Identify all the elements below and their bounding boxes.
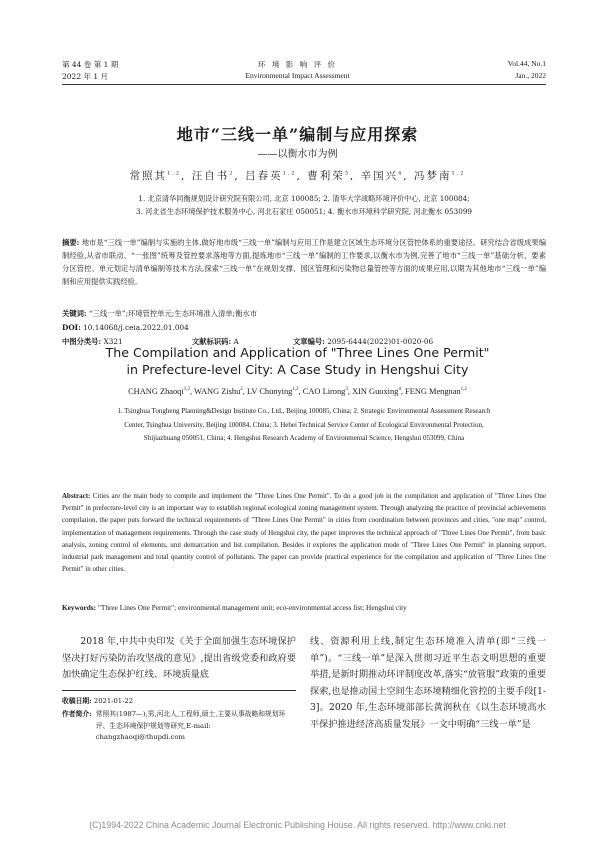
author-affil-mark: 2 — [229, 170, 235, 177]
author-affil-mark: 1,2 — [460, 387, 467, 393]
author-affil-mark: 1,2 — [282, 170, 297, 177]
keywords-en-label: Keywords: — [62, 603, 97, 612]
article-title-en-line: in Prefecture-level City: A Case Study in Hengshui City — [126, 362, 469, 377]
author-affil-mark: 4 — [398, 387, 401, 393]
doi-link[interactable]: 10.14068/j.ceia.2022.01.004 — [83, 323, 189, 332]
author-affil-mark: 1,2 — [292, 387, 299, 393]
header-date-en: Jan., 2022 — [515, 71, 546, 80]
author-cn: 曹利荣 — [307, 170, 345, 182]
author-affil-mark: 2 — [240, 387, 243, 393]
keywords-cn-text: “三线一单”;环境管控单元;生态环境准入清单;衡水市 — [88, 309, 257, 318]
document-code-value: A — [233, 337, 239, 346]
affiliation-cn-line: 3. 河北省生态环境保护技术服务中心, 河北石家庄 050051; 4. 衡水市环境科学研究院, 河北衡水 053099 — [136, 207, 472, 216]
author-affil-mark: 1,2 — [167, 170, 182, 177]
abstract-cn — [62, 236, 546, 288]
doi-label: DOI: — [62, 323, 81, 332]
clc-value: X321 — [103, 337, 123, 346]
article-subtitle-cn: ——以衡水市为例 — [257, 149, 338, 160]
clc-label: 中图分类号: — [62, 337, 102, 346]
author-en: LV Chunying — [246, 387, 293, 396]
affiliation-cn-line: 1. 北京清华同衡规划设计研究院有限公司, 北京 100085; 2. 清华大学战略环境评价中心, 北京 100084; — [138, 194, 470, 203]
abstract-en-label: Abstract: — [62, 492, 91, 500]
document-code-label: 文献标识码: — [192, 337, 232, 346]
author-cn: 冯梦南 — [413, 170, 452, 182]
author-cn: 汪自书 — [191, 170, 230, 182]
author-cn: 吕春英 — [245, 170, 283, 182]
body-column-left: 2018 年,中共中央印发《关于全面加强生态环境保护坚决打好污染防治攻坚战的意见》,提出省级党委和政府要加快确定生态保护红线、环境质量底 — [62, 636, 296, 680]
keywords-en — [62, 603, 546, 612]
author-list-en: CHANG Zhaoqi$^{1,2}$, WANG Zishu$^2$, LV Chunying$^{1,2}$, CAO Lirong$^3$, XIN Guoxing$^4$, FENG Mengnan$^{1,2}$ — [128, 387, 467, 396]
footnote-received-date: 2021-01-22 — [93, 697, 134, 705]
abstract-cn-label: 摘要: — [62, 238, 80, 247]
article-title-cn: 地市“三线一单”编制与应用探索 — [176, 125, 419, 144]
author-cn: 常照其 — [129, 170, 168, 182]
abstract-cn-text: 地市是“三线一单”编制与实施的主体,做好地市级“三线一单”编制与应用工作是建立区域生态环境分区管控体系的重要途径。研究结合省级成果编制经验,从省市联动、“一张图”统筹及管控要求落地等方面,提炼地市“三线一单”编制的工作要求,以衡水市为例,完善了地市“三线一单”基础分析、要素分区管控、单元划定与清单编制等技术方法,探索“三线一单”在规划支撑、园区管理和污染物总量管控等方面的成果应用,以期为其他地市“三线一单”编制和应用提供实践经验。 — [62, 238, 546, 286]
author-en: FENG Mengnan — [405, 387, 461, 396]
cnki-copyright-footer: (C)1994-2022 China Academic Journal Electronic Publishing House. All rights reserved. http://www.cnki.net — [89, 820, 506, 830]
affiliation-en-line: 1. Tsinghua Tongheng Planning&Design Institute Co., Ltd., Beijing 100085, China; 2. Strategic Environmental Assessment Research — [117, 407, 491, 415]
footnote-author-label: 作者简介: — [62, 710, 92, 718]
author-affil-mark: 3 — [344, 170, 350, 177]
header-journal-en: Environmental Impact Assessment — [245, 71, 350, 80]
author-cn: 辛国兴 — [360, 170, 399, 182]
affiliation-en-line: Shijiazhuang 050051, China; 4. Hengshui Research Academy of Environmental Science, Hengshui 053099, China — [143, 434, 465, 442]
header-rule — [62, 84, 546, 85]
article-number-value: 2095-6444(2022)01-0020-06 — [327, 337, 434, 346]
header-volume: 第 44 卷 第 1 期 — [62, 60, 119, 69]
footnote-received — [62, 696, 296, 708]
header-vol-en: Vol.44, No.1 — [507, 59, 546, 68]
abstract-en — [62, 490, 546, 575]
author-en: CHANG Zhaoqi — [128, 387, 184, 396]
author-en: WANG Zishu — [194, 387, 241, 396]
article-number-label: 文章编号: — [293, 337, 325, 346]
abstract-en-text: Cities are the main body to compile and implement the "Three Lines One Permit". To do a good job in the compilation and application of "Three Lines One Permit" in prefecture-level city is an important way to establish regional ecological zoning management system. Through analyzing the practice of provincial achievements compilation, the paper puts forward the technical requirements of "Three Lines One Permit" in cities from coordination between provinces and cities, "one map" control, implementation of management requirements. Through the case study of Hengshui city, the paper improves the technical approach of "Three Lines One Permit", from basic analysis, zoning control of elements, unit demarcation and list compilation. Besides it explores the application mode of "Three Lines One Permit" in planning support, industrial park management and total quantity control of pollutants. The paper can provide practical experience for the compilation and application of "Three Lines One Permit" in other cities. — [62, 492, 546, 574]
author-en: XIN Guoxing — [352, 387, 399, 396]
article-title-en — [0, 344, 595, 378]
body-column-right: 线、资源利用上线,制定生态环境准入清单(即“三线一单”)。“三线一单”是深入贯彻习近平生态文明思想的重要举措,是新时期推动环评制度改革,落实“放管服”政策的重要探索,也是推动国土空间生态环境精细化管控的主要手段[1-3]。2020 年,生态环境部部长黄润秋在《以生态环境高水平保护推进经济高质量发展》一文中明确“三线一单”是 — [310, 636, 546, 730]
keywords-cn-label: 关键词: — [62, 309, 87, 318]
article-title-en-line: The Compilation and Application of "Three Lines One Permit" — [105, 345, 490, 360]
header-journal-cn: 环 境 影 响 评 价 — [258, 60, 337, 69]
affiliation-en-line: Center, Tsinghua University, Beijing 100084, China; 3. Hebei Technical Service Center of Ecological Environmental Protection, — [124, 420, 484, 429]
author-affil-mark: 1,2 — [183, 387, 190, 393]
doi — [62, 323, 189, 332]
footnote-author-text: 常照其(1987—),男,河北人,工程师,硕士,主要从事战略和规划环评、生态环境保护规划等研究,E-mail: changzhaoqi@thupdi.com — [95, 710, 286, 741]
footnote-rule — [62, 690, 296, 691]
author-affil-mark: 4 — [398, 170, 404, 177]
footnote-author-bio — [62, 709, 296, 744]
header-date: 2022 年 1 月 — [62, 72, 109, 81]
keywords-cn — [62, 309, 257, 319]
affiliation-en — [62, 405, 546, 446]
author-list-cn: 常照其$^{1,2}$, 汪自书$^2$, 吕春英$^{1,2}$, 曹利荣$^3$, 辛国兴$^4$, 冯梦南$^{1,2}$ — [129, 170, 466, 182]
author-affil-mark: 3 — [345, 387, 348, 393]
footnote-received-label: 收稿日期: — [62, 697, 92, 705]
keywords-en-text: "Three Lines One Permit"; environmental management unit; eco-environmental access list; Hengshui city — [97, 603, 407, 612]
author-en: CAO Lirong — [302, 387, 346, 396]
author-affil-mark: 1,2 — [451, 170, 466, 177]
